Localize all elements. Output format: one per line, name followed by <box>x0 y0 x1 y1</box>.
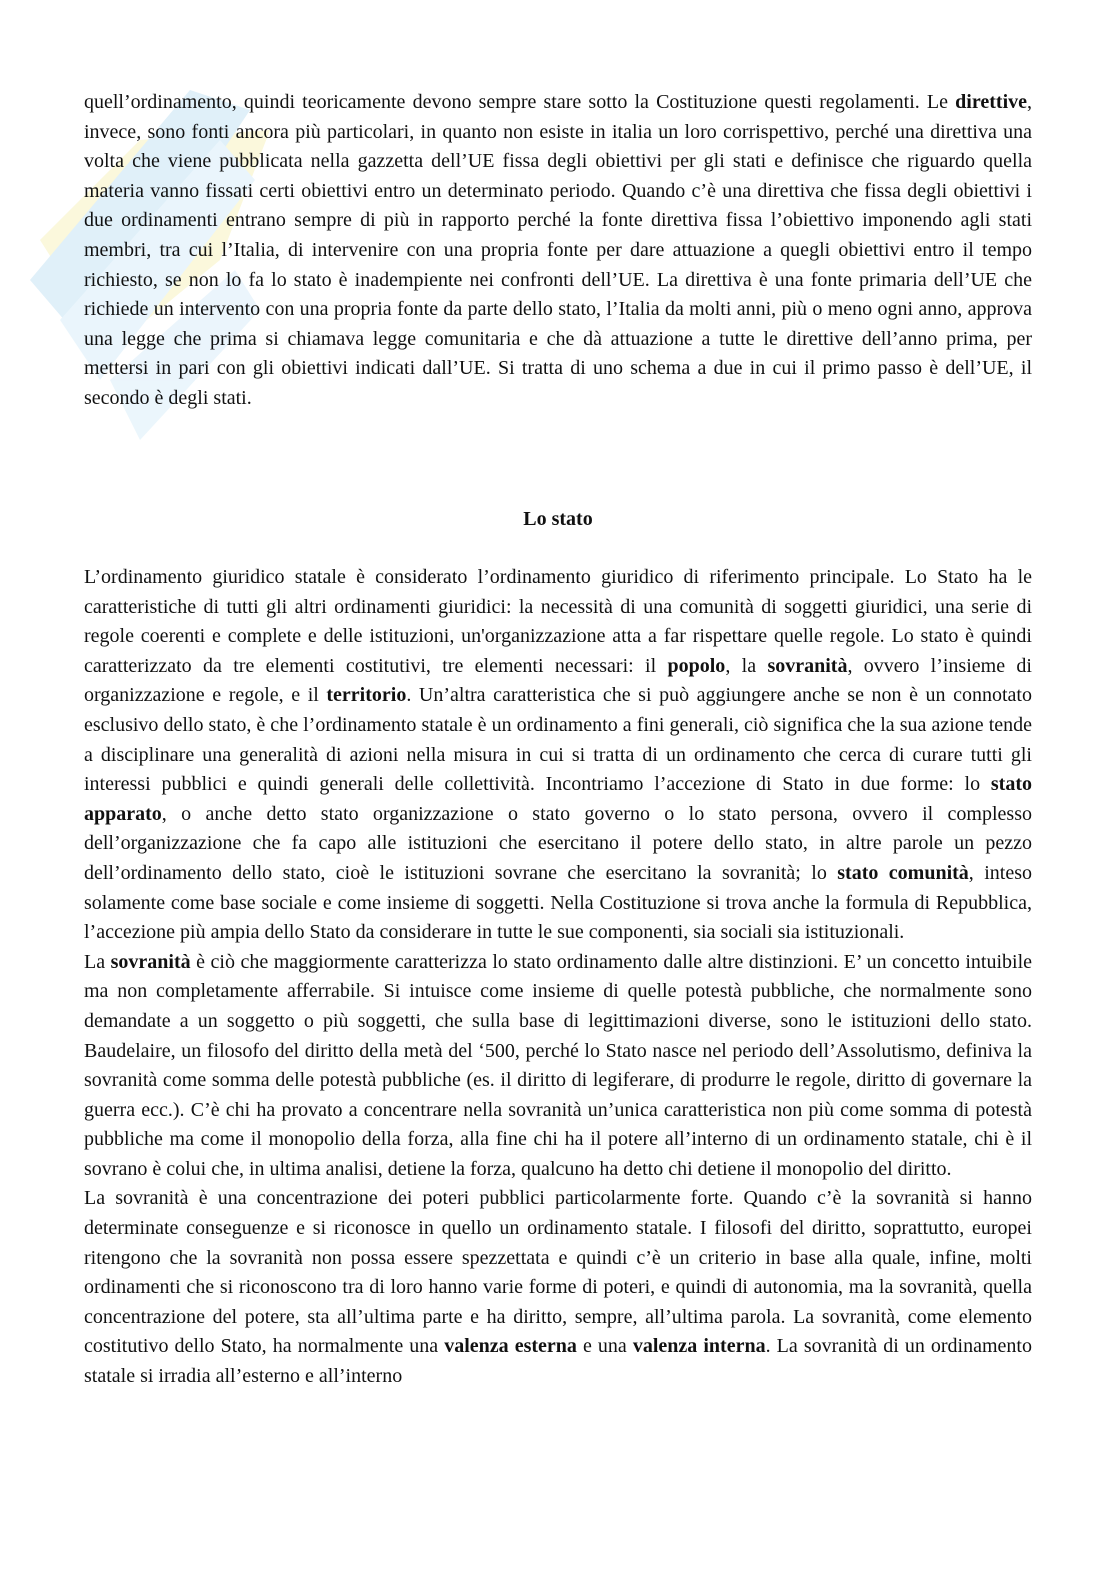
term-direttive: direttive <box>955 91 1027 113</box>
term-sovranita-2: sovranità <box>110 950 191 973</box>
paragraph-concentrazione-poteri: La sovranità è una concentrazione dei poteri pubblici particolarmente forte. Quando c’è la sovranità si hanno determinate conseguenze e si riconosce in quello un ordinamento statale. I filosofi del diritto, soprattutto, europei ritengono che la sovranità non possa essere spezzettata e quindi c’è un criterio in base alla quale, infine, molti ordinamenti che si riconoscono tra di loro hanno varie forme di poteri, e quindi di autonomia, ma la sovranità, quella concentrazione del potere, sta all’ultima parte e ha diritto, sempre, all’ultima parola. La sovranità, come elemento costitutivo dello Stato, ha normalmente una valenza esterna e una valenza interna. La sovranità di un ordinamento statale si irradia all’esterno e all’interno <box>84 1187 1032 1388</box>
body-text <box>84 563 1032 1392</box>
term-stato-comunita: stato comunità <box>837 861 969 884</box>
term-valenza-esterna: valenza esterna <box>444 1335 577 1358</box>
intro-paragraph <box>84 88 1032 414</box>
intro-text: quell’ordinamento, quindi teoricamente devono sempre stare sotto la Costituzione questi regolamenti. Le direttive, invece, sono fonti ancora più particolari, in quanto non esiste in italia un loro corrispettivo, perché una direttiva una volta che viene pubblicata nella gazzetta dell’UE fissa degli obiettivi per gli stati e definisce che riguardo quella materia vanno fissati certi obiettivi entro un determinato periodo. Quando c’è una direttiva che fissa degli obiettivi i due ordinamenti entrano sempre di più in rapporto perché la fonte direttiva fissa l’obiettivo imponendo agli stati membri, tra cui l’Italia, di intervenire con una propria fonte per dare attuazione a quegli obiettivi entro il tempo richiesto, se non lo fa lo stato è inadempiente nei confronti dell’UE. La direttiva è una fonte primaria dell’UE che richiede un intervento con una propria fonte da parte dello stato, l’Italia da molti anni, più o meno ogni anno, approva una legge che prima si chiamava legge comunitaria e che dà attuazione a tutte le direttive dell’anno prima, per mettersi in pari con gli obiettivi indicati dall’UE. Si tratta di uno schema a due in cui il primo passo è dell’UE, il secondo è degli stati. <box>84 91 1032 409</box>
paragraph-ordinamento-statale: L’ordinamento giuridico statale è considerato l’ordinamento giuridico di riferimento principale. Lo Stato ha le caratteristiche di tutti gli altri ordinamenti giuridici: la necessità di una comunità di soggetti giuridici, una serie di regole coerenti e complete e delle istituzioni, un'organizzazione atta a far rispettare quelle regole. Lo stato è quindi caratterizzato da tre elementi costitutivi, tre elementi necessari: il popolo, la sovranità, ovvero l’insieme di organizzazione e regole, e il territorio. Un’altra caratteristica che si può aggiungere anche se non è un connotato esclusivo dello stato, è che l’ordinamento statale è un ordinamento a fini generali, ciò significa che la sua azione tende a disciplinare una generalità di azioni nella misura in cui si tratta di un ordinamento che cerca di curare tutti gli interessi pubblici e quindi generali delle collettività. Incontriamo l’accezione di Stato in due forme: lo stato apparato, o anche detto stato organizzazione o stato governo o lo stato persona, ovvero il complesso dell’organizzazione che fa capo alle istituzioni che esercitano il potere dello stato, in altre parole un pezzo dell’ordinamento dello stato, cioè le istituzioni sovrane che esercitano la sovranità; lo stato comunità, inteso solamente come base sociale e come insieme di soggetti. Nella Costituzione si trova anche la formula di Repubblica, l’accezione più ampia dello Stato da considerare in tutte le sue componenti, sia sociali sia istituzionali. <box>84 566 1032 944</box>
term-territorio: territorio <box>326 684 407 707</box>
term-popolo: popolo <box>667 654 726 677</box>
paragraph-sovranita: La sovranità è ciò che maggiormente caratterizza lo stato ordinamento dalle altre distinzioni. E’ un concetto intuibile ma non completamente afferrabile. Si intuisce come insieme di quelle potestà pubbliche, che normalmente sono demandate a un soggetto o più soggetti, che sulla base di legittimazioni diverse, sono le istituzioni dello stato. Baudelaire, un filosofo del diritto della metà del ‘500, perché lo Stato nasce nel periodo dell’Assolutismo, definiva la sovranità come somma delle potestà pubbliche (es. il diritto di legiferare, di produrre le regole, diritto di governare la guerra ecc.). C’è chi ha provato a concentrare nella sovranità un’unica caratteristica non più come somma di potestà pubbliche ma come il monopolio della forza, alla fine chi ha il potere all’interno di un ordinamento statale, chi è il sovrano è colui che, in ultima analisi, detiene la forza, qualcuno ha detto chi detiene il monopolio del diritto. <box>84 950 1033 1180</box>
term-sovranita: sovranità <box>767 654 848 677</box>
section-title: Lo stato <box>523 508 593 530</box>
term-valenza-interna: valenza interna <box>632 1335 766 1358</box>
term-stato-apparato: stato apparato <box>84 773 1032 825</box>
